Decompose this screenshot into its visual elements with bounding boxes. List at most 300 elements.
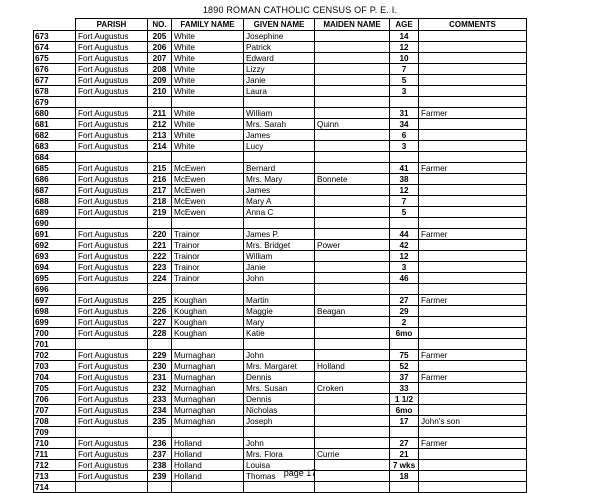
maiden-name-cell (315, 251, 390, 262)
family-name-cell: Murnaghan (172, 416, 244, 427)
parish-cell: Fort Augustus (76, 207, 148, 218)
given-name-header: GIVEN NAME (244, 19, 315, 31)
age-cell (390, 482, 419, 493)
maiden-name-cell (315, 218, 390, 229)
age-cell (390, 97, 419, 108)
number-cell: 230 (148, 361, 172, 372)
age-cell: 33 (390, 383, 419, 394)
number-cell: 213 (148, 130, 172, 141)
parish-cell (76, 482, 148, 493)
age-cell: 18 (390, 471, 419, 482)
comments-cell (419, 482, 527, 493)
family-name-header: FAMILY NAME (172, 19, 244, 31)
family-name-cell: Murnaghan (172, 405, 244, 416)
row-number-cell: 684 (34, 152, 76, 163)
maiden-name-cell (315, 405, 390, 416)
age-cell: 6mo (390, 405, 419, 416)
age-cell: 12 (390, 42, 419, 53)
comments-cell (419, 383, 527, 394)
row-number-cell: 688 (34, 196, 76, 207)
parish-cell (76, 427, 148, 438)
parish-cell: Fort Augustus (76, 240, 148, 251)
maiden-name-cell (315, 394, 390, 405)
given-name-cell: James (244, 130, 315, 141)
table-row (34, 185, 527, 196)
parish-cell: Fort Augustus (76, 53, 148, 64)
given-name-cell: Mrs. Mary (244, 174, 315, 185)
age-cell (390, 218, 419, 229)
age-cell (390, 427, 419, 438)
table-row (34, 130, 527, 141)
number-cell: 225 (148, 295, 172, 306)
parish-cell: Fort Augustus (76, 306, 148, 317)
comments-cell: Farmer (419, 229, 527, 240)
age-cell: 5 (390, 207, 419, 218)
age-cell: 3 (390, 262, 419, 273)
maiden-name-cell (315, 130, 390, 141)
family-name-cell: Holland (172, 449, 244, 460)
table-row (34, 438, 527, 449)
comments-cell (419, 317, 527, 328)
maiden-name-cell (315, 42, 390, 53)
maiden-name-cell (315, 185, 390, 196)
row-number-cell: 692 (34, 240, 76, 251)
age-cell: 42 (390, 240, 419, 251)
parish-cell: Fort Augustus (76, 394, 148, 405)
table-row (34, 405, 527, 416)
given-name-cell: Mrs. Sarah (244, 119, 315, 130)
parish-cell: Fort Augustus (76, 438, 148, 449)
table-row (34, 383, 527, 394)
number-cell: 227 (148, 317, 172, 328)
table-row (34, 372, 527, 383)
parish-cell: Fort Augustus (76, 317, 148, 328)
table-row (34, 361, 527, 372)
comments-header: COMMENTS (419, 19, 527, 31)
given-name-cell: Thomas (244, 471, 315, 482)
comments-cell (419, 141, 527, 152)
age-cell: 31 (390, 108, 419, 119)
table-row (34, 240, 527, 251)
family-name-cell: Murnaghan (172, 394, 244, 405)
given-name-cell (244, 97, 315, 108)
maiden-name-cell (315, 229, 390, 240)
given-name-cell (244, 284, 315, 295)
number-cell: 205 (148, 31, 172, 42)
row-number-cell: 676 (34, 64, 76, 75)
row-number-cell: 694 (34, 262, 76, 273)
number-cell: 214 (148, 141, 172, 152)
age-cell: 27 (390, 295, 419, 306)
parish-cell: Fort Augustus (76, 64, 148, 75)
family-name-cell: McEwen (172, 163, 244, 174)
row-number-cell: 695 (34, 273, 76, 284)
number-cell: 234 (148, 405, 172, 416)
table-row (34, 273, 527, 284)
given-name-cell: Anna C (244, 207, 315, 218)
family-name-cell: McEwen (172, 174, 244, 185)
parish-cell (76, 152, 148, 163)
maiden-name-cell (315, 163, 390, 174)
parish-cell: Fort Augustus (76, 471, 148, 482)
number-cell: 219 (148, 207, 172, 218)
number-cell: 233 (148, 394, 172, 405)
table-row (34, 97, 527, 108)
parish-cell: Fort Augustus (76, 350, 148, 361)
age-cell: 2 (390, 317, 419, 328)
age-cell: 1 1/2 (390, 394, 419, 405)
parish-cell: Fort Augustus (76, 141, 148, 152)
parish-cell (76, 218, 148, 229)
maiden-name-cell: Currie (315, 449, 390, 460)
number-cell (148, 339, 172, 350)
number-cell: 208 (148, 64, 172, 75)
table-row (34, 86, 527, 97)
age-cell: 29 (390, 306, 419, 317)
number-cell: 232 (148, 383, 172, 394)
family-name-cell: Trainor (172, 273, 244, 284)
comments-cell (419, 207, 527, 218)
row-number-cell: 687 (34, 185, 76, 196)
maiden-name-cell (315, 427, 390, 438)
parish-cell: Fort Augustus (76, 86, 148, 97)
row-number-cell: 673 (34, 31, 76, 42)
age-cell: 3 (390, 86, 419, 97)
table-row (34, 262, 527, 273)
family-name-cell: White (172, 42, 244, 53)
table-row (34, 141, 527, 152)
number-cell: 215 (148, 163, 172, 174)
given-name-cell: Maggie (244, 306, 315, 317)
page-title: 1890 ROMAN CATHOLIC CENSUS OF P. E. I. (202, 5, 398, 15)
family-name-cell: Trainor (172, 240, 244, 251)
comments-cell (419, 339, 527, 350)
given-name-cell: Mrs. Margaret (244, 361, 315, 372)
given-name-cell: Dennis (244, 394, 315, 405)
maiden-name-cell (315, 141, 390, 152)
maiden-name-cell: Beagan (315, 306, 390, 317)
family-name-cell: McEwen (172, 185, 244, 196)
given-name-cell: William (244, 108, 315, 119)
parish-cell: Fort Augustus (76, 119, 148, 130)
row-number-cell: 710 (34, 438, 76, 449)
row-number-cell: 686 (34, 174, 76, 185)
given-name-cell (244, 482, 315, 493)
given-name-cell: Lizzy (244, 64, 315, 75)
family-name-cell: White (172, 64, 244, 75)
rownum-header (34, 19, 76, 31)
comments-cell: Farmer (419, 163, 527, 174)
parish-cell: Fort Augustus (76, 372, 148, 383)
number-cell: 228 (148, 328, 172, 339)
parish-cell: Fort Augustus (76, 383, 148, 394)
parish-cell: Fort Augustus (76, 416, 148, 427)
maiden-name-cell (315, 284, 390, 295)
family-name-cell (172, 152, 244, 163)
number-cell: 221 (148, 240, 172, 251)
number-cell: 229 (148, 350, 172, 361)
age-cell: 52 (390, 361, 419, 372)
given-name-cell: John (244, 273, 315, 284)
table-row (34, 449, 527, 460)
comments-cell (419, 97, 527, 108)
given-name-cell: Katie (244, 328, 315, 339)
comments-cell: Farmer (419, 372, 527, 383)
number-cell: 206 (148, 42, 172, 53)
family-name-cell (172, 427, 244, 438)
comments-cell (419, 251, 527, 262)
row-number-cell: 690 (34, 218, 76, 229)
row-number-cell: 697 (34, 295, 76, 306)
parish-cell: Fort Augustus (76, 75, 148, 86)
family-name-cell: Trainor (172, 251, 244, 262)
given-name-cell: Mrs. Flora (244, 449, 315, 460)
age-cell: 7 wks (390, 460, 419, 471)
comments-cell (419, 427, 527, 438)
row-number-cell: 674 (34, 42, 76, 53)
table-row (34, 31, 527, 42)
age-cell: 46 (390, 273, 419, 284)
given-name-cell: Patrick (244, 42, 315, 53)
row-number-cell: 707 (34, 405, 76, 416)
parish-cell: Fort Augustus (76, 108, 148, 119)
comments-cell (419, 75, 527, 86)
family-name-cell: White (172, 75, 244, 86)
given-name-cell: Louisa (244, 460, 315, 471)
table-row (34, 42, 527, 53)
number-cell: 239 (148, 471, 172, 482)
family-name-cell (172, 284, 244, 295)
parish-cell: Fort Augustus (76, 174, 148, 185)
number-cell: 238 (148, 460, 172, 471)
number-cell: 236 (148, 438, 172, 449)
comments-cell (419, 394, 527, 405)
age-header: AGE (390, 19, 419, 31)
maiden-name-cell: Quinn (315, 119, 390, 130)
comments-cell (419, 64, 527, 75)
comments-cell (419, 185, 527, 196)
maiden-name-cell: Croken (315, 383, 390, 394)
family-name-cell: McEwen (172, 196, 244, 207)
age-cell: 41 (390, 163, 419, 174)
given-name-cell: William (244, 251, 315, 262)
family-name-cell: White (172, 119, 244, 130)
maiden-name-cell (315, 372, 390, 383)
given-name-cell: Laura (244, 86, 315, 97)
row-number-cell: 709 (34, 427, 76, 438)
comments-cell (419, 86, 527, 97)
number-cell: 218 (148, 196, 172, 207)
maiden-name-cell (315, 350, 390, 361)
parish-cell: Fort Augustus (76, 42, 148, 53)
parish-cell (76, 339, 148, 350)
family-name-cell: Holland (172, 460, 244, 471)
table-row (34, 251, 527, 262)
table-row (34, 284, 527, 295)
table-row (34, 64, 527, 75)
row-number-cell: 696 (34, 284, 76, 295)
table-row (34, 350, 527, 361)
number-cell: 237 (148, 449, 172, 460)
row-number-cell: 698 (34, 306, 76, 317)
comments-cell (419, 196, 527, 207)
age-cell: 34 (390, 119, 419, 130)
row-number-cell: 705 (34, 383, 76, 394)
family-name-cell (172, 97, 244, 108)
maiden-name-cell: Power (315, 240, 390, 251)
row-number-cell: 704 (34, 372, 76, 383)
comments-cell (419, 328, 527, 339)
table-row (34, 416, 527, 427)
row-number-cell: 683 (34, 141, 76, 152)
given-name-cell (244, 339, 315, 350)
family-name-cell (172, 218, 244, 229)
comments-cell (419, 174, 527, 185)
given-name-cell: Janie (244, 75, 315, 86)
census-body (34, 31, 527, 493)
table-row (34, 306, 527, 317)
row-number-cell: 714 (34, 482, 76, 493)
row-number-cell: 681 (34, 119, 76, 130)
number-cell: 223 (148, 262, 172, 273)
number-cell: 220 (148, 229, 172, 240)
maiden-name-cell (315, 31, 390, 42)
row-number-cell: 703 (34, 361, 76, 372)
number-cell: 222 (148, 251, 172, 262)
family-name-cell: Trainor (172, 262, 244, 273)
number-cell (148, 218, 172, 229)
comments-cell (419, 31, 527, 42)
row-number-cell: 675 (34, 53, 76, 64)
table-row (34, 427, 527, 438)
comments-cell (419, 218, 527, 229)
maiden-name-cell (315, 75, 390, 86)
table-row (34, 295, 527, 306)
row-number-cell: 702 (34, 350, 76, 361)
given-name-cell (244, 218, 315, 229)
number-cell: 216 (148, 174, 172, 185)
parish-cell: Fort Augustus (76, 460, 148, 471)
row-number-cell: 699 (34, 317, 76, 328)
row-number-cell: 713 (34, 471, 76, 482)
parish-cell: Fort Augustus (76, 361, 148, 372)
family-name-cell: White (172, 53, 244, 64)
number-cell: 235 (148, 416, 172, 427)
table-row (34, 317, 527, 328)
given-name-cell (244, 152, 315, 163)
given-name-cell: Lucy (244, 141, 315, 152)
row-number-cell: 677 (34, 75, 76, 86)
comments-cell: Farmer (419, 350, 527, 361)
family-name-cell (172, 482, 244, 493)
number-cell: 211 (148, 108, 172, 119)
age-cell: 38 (390, 174, 419, 185)
number-cell: 209 (148, 75, 172, 86)
comments-cell (419, 273, 527, 284)
age-cell: 12 (390, 251, 419, 262)
age-cell: 3 (390, 141, 419, 152)
comments-cell (419, 361, 527, 372)
row-number-cell: 679 (34, 97, 76, 108)
comments-cell (419, 306, 527, 317)
comments-cell: Farmer (419, 295, 527, 306)
given-name-cell: Edward (244, 53, 315, 64)
family-name-cell: Koughan (172, 306, 244, 317)
no-header: NO. (148, 19, 172, 31)
age-cell: 44 (390, 229, 419, 240)
comments-cell (419, 152, 527, 163)
row-number-cell: 682 (34, 130, 76, 141)
parish-cell: Fort Augustus (76, 405, 148, 416)
table-row (34, 152, 527, 163)
given-name-cell: Mrs. Bridget (244, 240, 315, 251)
parish-cell: Fort Augustus (76, 196, 148, 207)
table-row (34, 75, 527, 86)
parish-cell: Fort Augustus (76, 328, 148, 339)
parish-cell: Fort Augustus (76, 273, 148, 284)
given-name-cell: Mary A (244, 196, 315, 207)
number-cell: 210 (148, 86, 172, 97)
parish-cell: Fort Augustus (76, 130, 148, 141)
maiden-name-cell (315, 328, 390, 339)
age-cell (390, 152, 419, 163)
age-cell: 75 (390, 350, 419, 361)
given-name-cell: Martin (244, 295, 315, 306)
parish-cell: Fort Augustus (76, 251, 148, 262)
comments-cell: Farmer (419, 108, 527, 119)
parish-cell: Fort Augustus (76, 229, 148, 240)
family-name-cell: Koughan (172, 328, 244, 339)
parish-cell: Fort Augustus (76, 31, 148, 42)
number-cell: 231 (148, 372, 172, 383)
parish-cell (76, 284, 148, 295)
number-cell (148, 284, 172, 295)
age-cell: 12 (390, 185, 419, 196)
maiden-name-cell (315, 482, 390, 493)
given-name-cell: Joseph (244, 416, 315, 427)
given-name-cell: James (244, 185, 315, 196)
number-cell: 207 (148, 53, 172, 64)
table-row (34, 119, 527, 130)
row-number-cell: 678 (34, 86, 76, 97)
given-name-cell: Mary (244, 317, 315, 328)
parish-cell: Fort Augustus (76, 262, 148, 273)
comments-cell (419, 119, 527, 130)
family-name-cell: Holland (172, 438, 244, 449)
family-name-cell (172, 339, 244, 350)
maiden-name-cell (315, 86, 390, 97)
comments-cell (419, 130, 527, 141)
family-name-cell: Murnaghan (172, 383, 244, 394)
age-cell: 37 (390, 372, 419, 383)
parish-cell: Fort Augustus (76, 295, 148, 306)
row-number-cell: 701 (34, 339, 76, 350)
number-cell: 224 (148, 273, 172, 284)
family-name-cell: White (172, 86, 244, 97)
row-number-cell: 685 (34, 163, 76, 174)
given-name-cell: Dennis (244, 372, 315, 383)
parish-header: PARISH (76, 19, 148, 31)
row-number-cell: 712 (34, 460, 76, 471)
comments-cell (419, 42, 527, 53)
row-number-cell: 680 (34, 108, 76, 119)
number-cell (148, 482, 172, 493)
family-name-cell: White (172, 108, 244, 119)
comments-cell (419, 284, 527, 295)
given-name-cell: James P. (244, 229, 315, 240)
maiden-name-cell (315, 207, 390, 218)
header-row (34, 19, 527, 31)
